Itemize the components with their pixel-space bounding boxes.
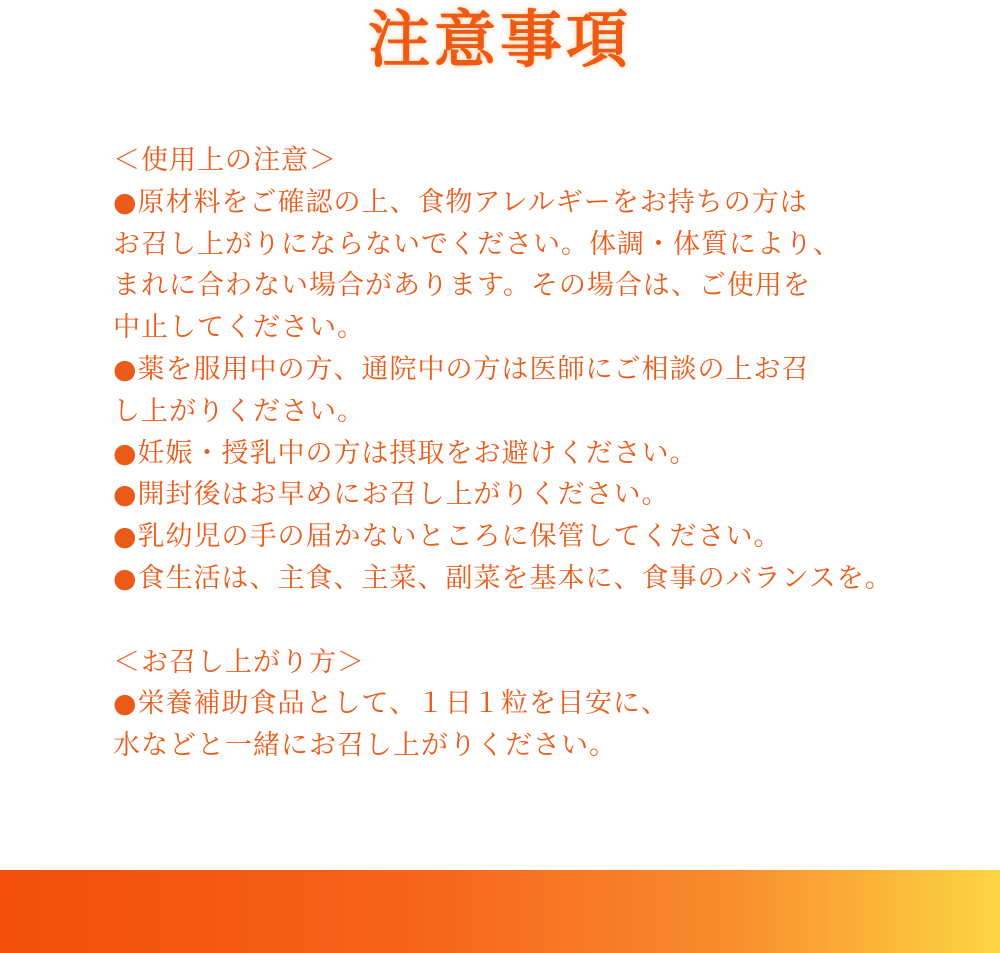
usage-note-line: お召し上がりにならないでください。体調・体質により、 [113, 228, 841, 260]
how-to-take-line: 水などと一緒にお召し上がりください。 [113, 730, 617, 762]
usage-notes-heading: ＜使用上の注意＞ [113, 145, 337, 176]
usage-note-line: ●原材料をご確認の上、食物アレルギーをお持ちの方は [113, 186, 808, 218]
notice-content [113, 140, 983, 767]
usage-note-line: し上がりください。 [113, 395, 365, 427]
how-to-take-line: ●栄養補助食品として、１日１粒を目安に、 [113, 688, 670, 720]
how-to-take-heading: ＜お召し上がり方＞ [113, 646, 365, 678]
usage-note-line: ●開封後はお早めにお召し上がりください。 [113, 479, 670, 511]
section-spacer [113, 600, 983, 642]
usage-note-line: ●食生活は、主食、主菜、副菜を基本に、食事のバランスを。 [113, 562, 893, 594]
usage-note-line: ●薬を服用中の方、通院中の方は医師にご相談の上お召 [113, 353, 810, 385]
usage-note-line: ●妊娠・授乳中の方は摂取をお避けください。 [113, 437, 698, 469]
usage-note-line: ●乳幼児の手の届かないところに保管してください。 [113, 521, 782, 553]
footer-gradient-bar [0, 870, 1000, 953]
usage-note-line: まれに合わない場合があります。その場合は、ご使用を [113, 270, 811, 302]
page-title: 注意事項 [367, 3, 632, 76]
usage-note-line: 中止してください。 [113, 312, 365, 344]
